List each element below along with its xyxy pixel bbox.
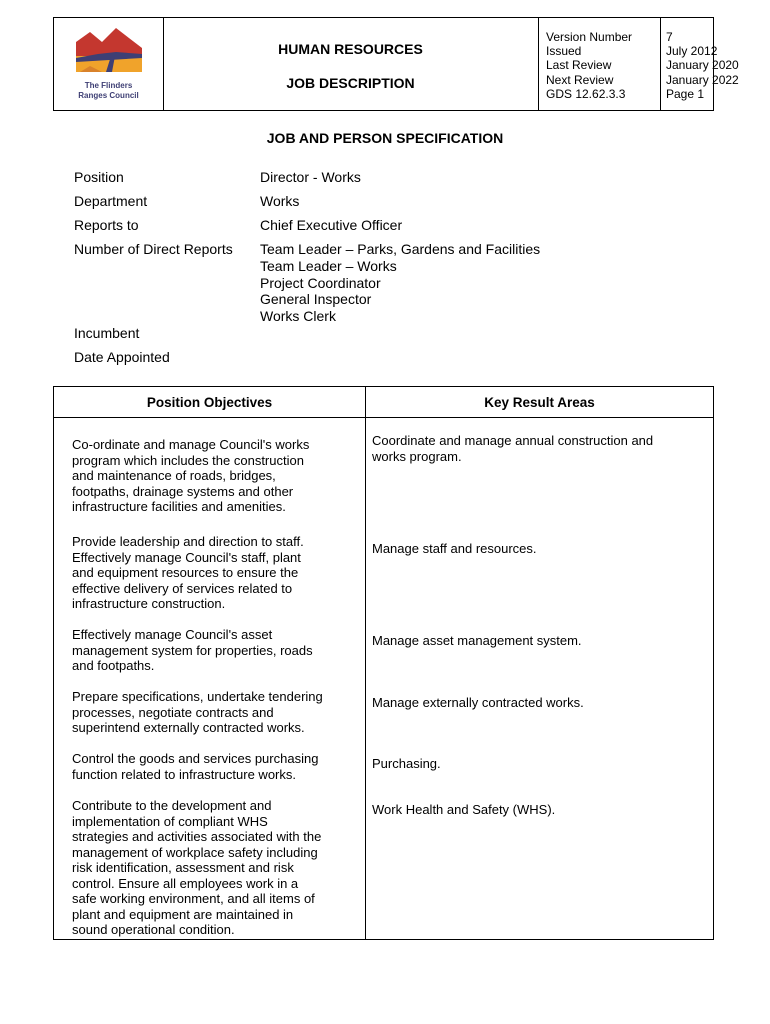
page-number-value: Page 1 [666,86,705,101]
objective-cell [72,798,357,938]
text-line: Contribute to the development and [72,798,272,813]
direct-reports-label: Number of Direct Reports [74,241,233,257]
text-line: Co-ordinate and manage Council's works [72,437,310,452]
logo-cell [54,18,164,110]
text-line: plant and equipment are maintained in [72,906,294,922]
meta-labels-cell [538,18,661,110]
text-line: strategies and activities associated with the [72,829,322,844]
text-line: effective delivery of services related to [72,580,293,596]
objectives-table [53,386,714,940]
logo-text-line1: The Flinders [84,81,133,90]
last-review-label: Last Review [546,58,612,73]
department-label: Department [74,193,148,209]
text-line: processes, negotiate contracts and [72,704,274,720]
last-review-value: January 2020 [666,58,739,73]
document-type-title: JOB DESCRIPTION [286,75,415,91]
text-line: and equipment resources to ensure the [72,565,299,580]
text-line: Effectively manage Council's asset [72,627,273,642]
text-line: sound operational condition. [72,922,235,937]
text-line: Provide leadership and direction to staff. [72,534,304,549]
department-value: Works [260,193,300,209]
text-line: Manage externally contracted works. [372,695,584,710]
text-line: risk identification, assessment and risk [72,860,294,875]
text-line: Manage asset management system. [372,633,582,648]
objective-cell [72,751,357,782]
text-line: superintend externally contracted works. [72,720,305,735]
column-divider [365,387,366,939]
title-cell [163,18,539,110]
result-cell [372,541,707,557]
result-cell [372,756,707,772]
text-line: management system for properties, roads [72,642,313,658]
header-divider [54,417,713,418]
direct-report-item: Works Clerk [260,308,336,325]
result-cell [372,633,707,649]
result-cell [372,802,707,818]
text-line: program which includes the construction [72,452,304,468]
text-line: Effectively manage Council's staff, plant [72,549,301,565]
spec-title: JOB AND PERSON SPECIFICATION [266,130,504,146]
direct-report-item: Team Leader – Works [260,257,397,274]
text-line: management of workplace safety including [72,844,318,860]
text-line: and maintenance of roads, bridges, [72,468,276,483]
text-line: implementation of compliant WHS [72,813,268,829]
text-line: Purchasing. [372,756,441,771]
reports-to-value: Chief Executive Officer [260,217,403,233]
text-line: Manage staff and resources. [372,541,537,556]
meta-values-cell [660,18,739,110]
text-line: and footpaths. [72,658,155,673]
text-line: works program. [372,448,462,464]
text-line: control. Ensure all employees work in a [72,875,299,891]
result-cell [372,433,707,464]
version-number-label: Version Number [546,30,633,44]
reports-to-label: Reports to [74,217,139,233]
position-objectives-header: Position Objectives [146,395,273,410]
text-line: function related to infrastructure works. [72,766,296,782]
objective-cell [72,627,357,674]
objective-cell [72,534,357,612]
position-label: Position [74,169,124,185]
version-number-value: 7 [666,30,673,44]
objective-cell [72,689,357,736]
text-line: Work Health and Safety (WHS). [372,802,556,817]
text-line: infrastructure facilities and amenities. [72,499,286,514]
issued-label: Issued [546,44,582,59]
logo-text [64,81,153,101]
direct-report-item: General Inspector [260,291,372,308]
date-appointed-label: Date Appointed [74,349,170,365]
direct-report-item: Project Coordinator [260,274,381,291]
text-line: footpaths, drainage systems and other [72,483,294,499]
issued-value: July 2012 [666,44,718,59]
gds-code-label: GDS 12.62.3.3 [546,86,626,101]
objective-cell [72,437,357,515]
text-line: infrastructure construction. [72,596,226,611]
direct-reports-list [260,241,540,325]
incumbent-label: Incumbent [74,325,140,341]
document-header [53,17,739,111]
text-line: safe working environment, and all items of [72,891,315,906]
council-logo [76,28,142,80]
logo-text-line2: Ranges Council [78,91,139,100]
result-cell [372,695,707,711]
direct-report-item: Team Leader – Parks, Gardens and Facilities [260,241,541,257]
text-line: Control the goods and services purchasing [72,751,319,766]
text-line: Prepare specifications, undertake tendering [72,689,323,704]
position-value: Director - Works [260,169,361,185]
key-result-areas-header: Key Result Areas [484,395,595,410]
next-review-label: Next Review [546,72,614,87]
next-review-value: January 2022 [666,72,739,87]
department-title: HUMAN RESOURCES [278,41,423,57]
text-line: Coordinate and manage annual construction and [372,433,654,448]
